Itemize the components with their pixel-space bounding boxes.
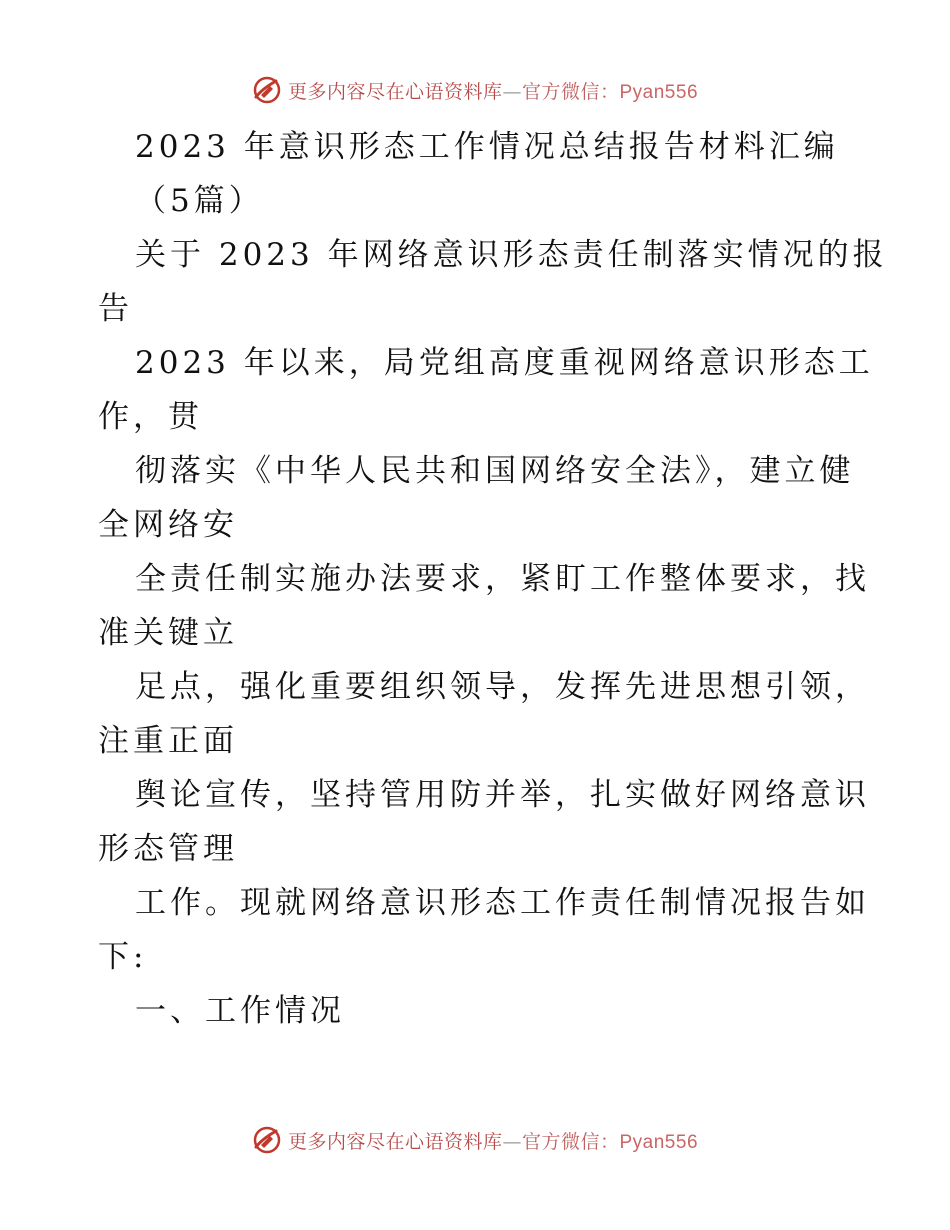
paragraph-line: 注重正面	[98, 723, 238, 759]
paragraph-line: 准关键立	[98, 615, 238, 651]
banner-separator: —	[502, 1130, 522, 1153]
paragraph-line: 彻落实《中华人民共和国网络安全法》，建立健	[135, 453, 855, 489]
banner-separator: —	[502, 80, 522, 103]
paragraph-line: 全网络安	[98, 507, 238, 543]
banner-wechat-label: 官方微信：	[521, 80, 620, 103]
document-title: 2023 年意识形态工作情况总结报告材料汇编	[135, 129, 839, 165]
pen-circle-logo-icon	[252, 75, 282, 105]
subsection-heading: 一、工作情况	[135, 993, 345, 1029]
section-heading-continued: 告	[98, 291, 133, 327]
banner-site-text: 更多内容尽在心语资料库	[287, 1130, 503, 1153]
banner-wechat-label: 官方微信：	[521, 1130, 620, 1153]
paragraph-line: 足点，强化重要组织领导，发挥先进思想引领，	[135, 669, 870, 705]
banner-site-text: 更多内容尽在心语资料库	[287, 80, 503, 103]
paragraph-line: 下:	[98, 939, 148, 975]
pen-circle-logo-icon	[252, 1125, 282, 1155]
paragraph-line: 2023 年以来，局党组高度重视网络意识形态工	[135, 345, 874, 381]
section-heading: 关于 2023 年网络意识形态责任制落实情况的报	[135, 237, 888, 273]
banner-text	[288, 77, 698, 104]
banner-text	[288, 1127, 698, 1154]
paragraph-line: 形态管理	[98, 831, 238, 867]
footer-banner	[0, 1120, 950, 1160]
header-banner	[0, 70, 950, 110]
paragraph-line: 舆论宣传，坚持管用防并举，扎实做好网络意识	[135, 777, 870, 813]
paragraph-line: 作，贯	[98, 399, 203, 435]
banner-wechat-id: Pyan556	[619, 1131, 699, 1153]
paragraph-line: 全责任制实施办法要求，紧盯工作整体要求，找	[135, 561, 870, 597]
paragraph-line: 工作。现就网络意识形态工作责任制情况报告如	[135, 885, 870, 921]
document-subtitle: （5篇）	[135, 183, 264, 219]
document-body	[98, 120, 888, 1038]
banner-wechat-id: Pyan556	[619, 81, 699, 103]
